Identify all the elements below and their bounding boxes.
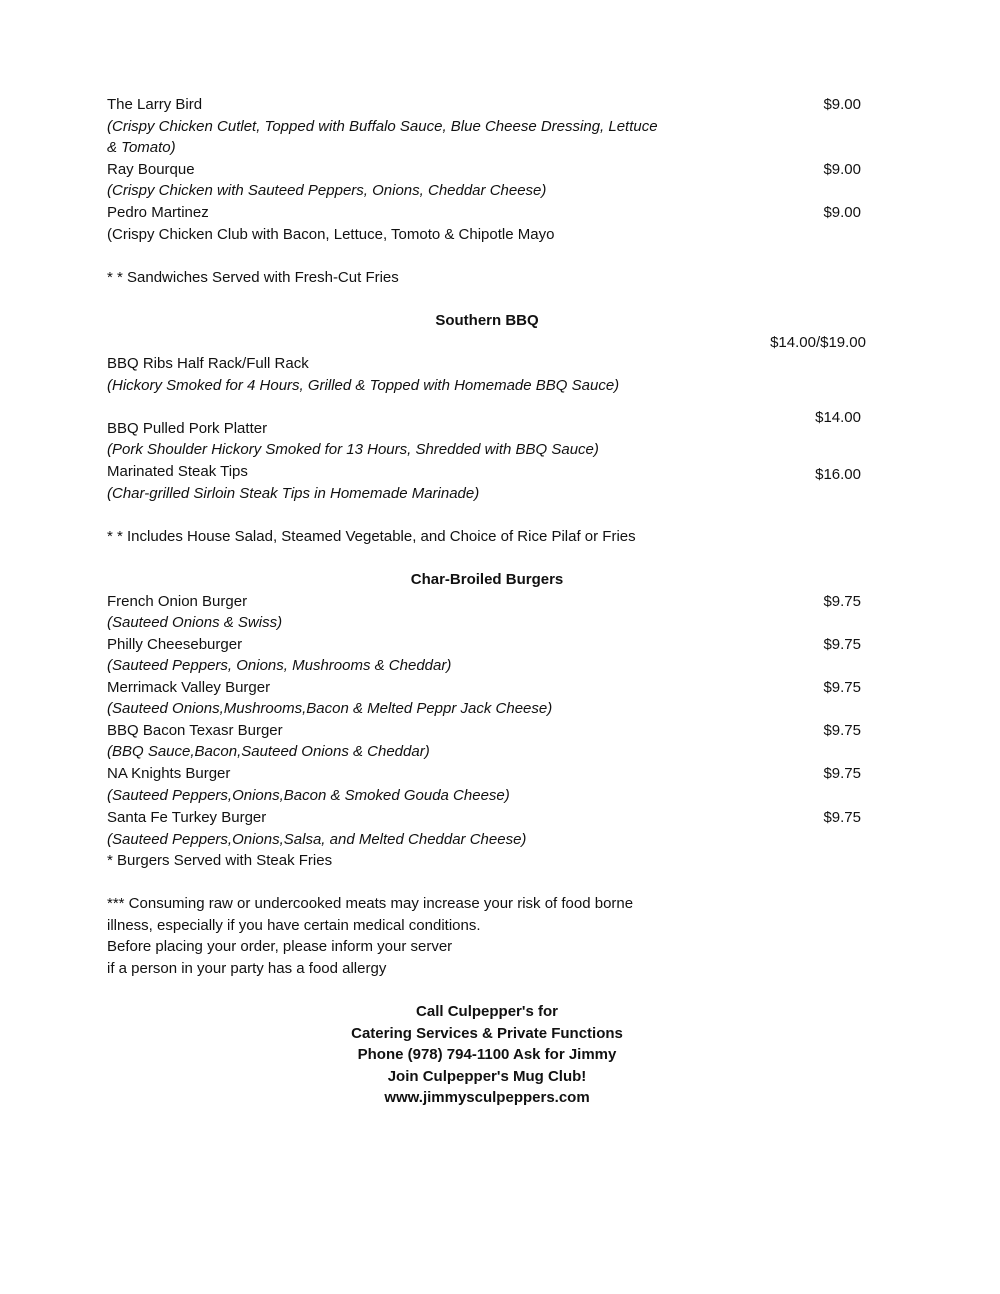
item-price: $9.75 [823,809,861,826]
item-description: (Crispy Chicken with Sauteed Peppers, Onions, Cheddar Cheese) [107,182,547,199]
allergy-warning: illness, especially if you have certain medical conditions. [107,917,481,934]
item-description: (Sauteed Onions,Mushrooms,Bacon & Melted Peppr Jack Cheese) [107,700,553,717]
item-description: & Tomato) [107,139,176,156]
item-name: BBQ Ribs Half Rack/Full Rack [107,355,309,372]
item-price: $9.75 [823,765,861,782]
allergy-warning: if a person in your party has a food allergy [107,960,387,977]
item-name: Marinated Steak Tips [107,463,248,480]
allergy-warning: Before placing your order, please inform your server [107,938,453,955]
item-description: (Sauteed Peppers, Onions, Mushrooms & Cheddar) [107,657,452,674]
item-description: (Hickory Smoked for 4 Hours, Grilled & Topped with Homemade BBQ Sauce) [107,377,620,394]
item-price: $16.00 [815,466,861,483]
item-price: $9.00 [823,204,861,221]
item-price: $9.00 [823,161,861,178]
item-price: $9.75 [823,722,861,739]
footer-mug-club: Join Culpepper's Mug Club! [387,1068,587,1085]
item-name: Philly Cheeseburger [107,636,243,653]
item-price: $14.00/$19.00 [770,334,866,351]
item-description: (Char-grilled Sirloin Steak Tips in Homemade Marinade) [107,485,480,502]
section-heading-burgers: Char-Broiled Burgers [410,571,564,588]
item-description: (Sauteed Peppers,Onions,Salsa, and Melted Cheddar Cheese) [107,831,527,848]
section-note: * * Sandwiches Served with Fresh-Cut Fries [107,269,399,286]
item-price: $14.00 [815,409,861,426]
item-name: The Larry Bird [107,96,203,113]
item-price: $9.75 [823,593,861,610]
item-price: $9.75 [823,636,861,653]
item-name: NA Knights Burger [107,765,231,782]
item-name: BBQ Bacon Texasr Burger [107,722,283,739]
footer-catering: Catering Services & Private Functions [351,1025,623,1042]
item-description: (Crispy Chicken Club with Bacon, Lettuce, Tomoto & Chipotle Mayo [107,226,555,243]
allergy-warning: *** Consuming raw or undercooked meats may increase your risk of food borne [107,895,634,912]
footer-phone: Phone (978) 794-1100 Ask for Jimmy [357,1046,617,1063]
section-heading-bbq: Southern BBQ [435,312,539,329]
item-name: BBQ Pulled Pork Platter [107,420,268,437]
footer-catering: Call Culpepper's for [416,1003,558,1020]
item-price: $9.00 [823,96,861,113]
item-description: (Sauteed Onions & Swiss) [107,614,283,631]
section-note: * Burgers Served with Steak Fries [107,852,333,869]
item-description: (Sauteed Peppers,Onions,Bacon & Smoked Gouda Cheese) [107,787,510,804]
item-name: Merrimack Valley Burger [107,679,271,696]
footer-website-link[interactable]: www.jimmysculpeppers.com [384,1089,590,1106]
item-name: Santa Fe Turkey Burger [107,809,267,826]
item-name: French Onion Burger [107,593,248,610]
item-name: Ray Bourque [107,161,195,178]
item-name: Pedro Martinez [107,204,209,221]
item-description: (Crispy Chicken Cutlet, Topped with Buffalo Sauce, Blue Cheese Dressing, Lettuce [107,118,658,135]
section-note: * * Includes House Salad, Steamed Vegetable, and Choice of Rice Pilaf or Fries [107,528,636,545]
item-price: $9.75 [823,679,861,696]
item-description: (BBQ Sauce,Bacon,Sauteed Onions & Cheddar) [107,743,430,760]
item-description: (Pork Shoulder Hickory Smoked for 13 Hours, Shredded with BBQ Sauce) [107,441,599,458]
